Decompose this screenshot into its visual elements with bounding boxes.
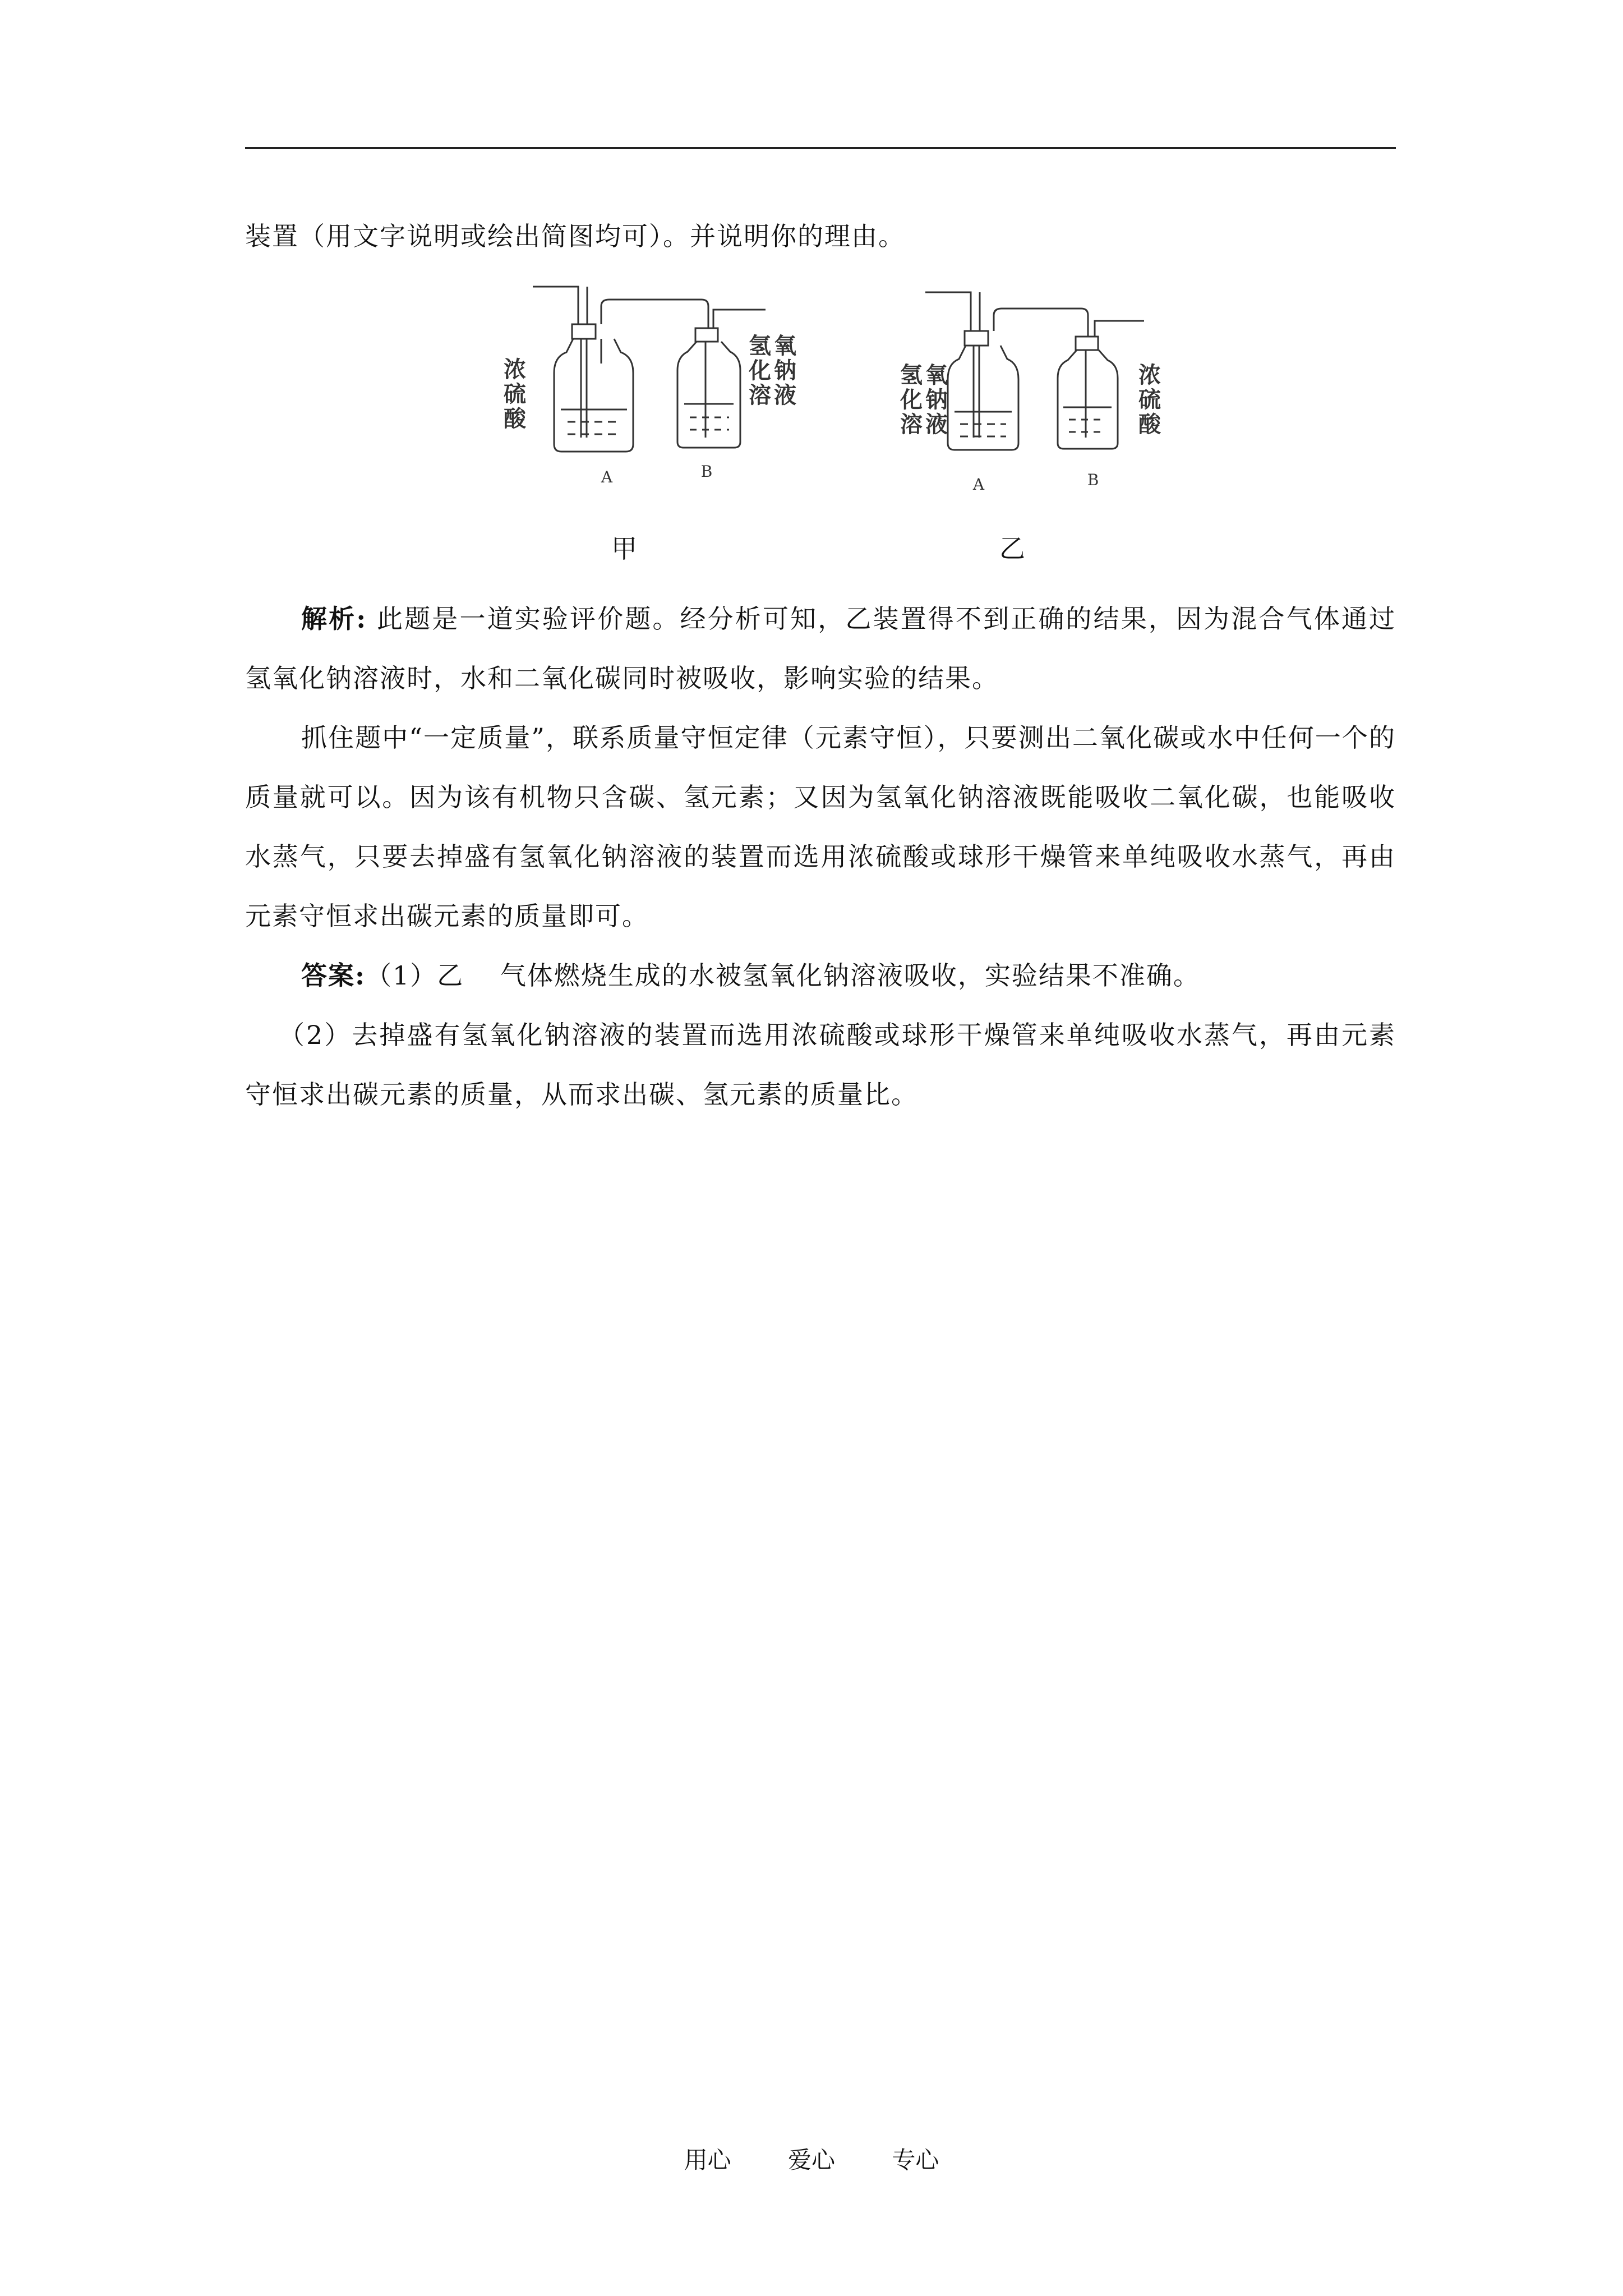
header-rule <box>245 147 1396 149</box>
page-footer <box>0 2148 1623 2172</box>
answer-part-1: （1）乙 气体燃烧生成的水被氢氧化钠溶液吸收，实验结果不准确。 <box>365 960 1200 991</box>
analysis-lead: 解析: <box>301 604 367 634</box>
jia-letter-a: A <box>601 468 613 486</box>
jia-b-label-5: 钠 <box>774 358 796 384</box>
yi-b-label-3: 酸 <box>1138 412 1161 438</box>
yi-connecting-tube <box>994 309 1088 337</box>
jia-a-label-3: 酸 <box>504 406 526 432</box>
footer-item-1: 用心 <box>684 2146 731 2174</box>
yi-inlet-tube <box>925 292 971 331</box>
apparatus-figure <box>482 275 1200 567</box>
yi-letter-a: A <box>972 475 985 494</box>
yi-bottle-a-body <box>948 346 1018 450</box>
yi-a-label-2: 化 <box>900 387 923 413</box>
analysis-paragraph <box>245 589 1396 708</box>
jia-bottle-a-body <box>554 339 633 452</box>
jia-inlet-tube <box>533 287 578 324</box>
jia-bottle-b-stopper <box>695 328 718 342</box>
jia-a-label-1: 浓 <box>504 357 526 383</box>
answer-paragraph <box>245 946 1396 1005</box>
answer-lead: 答案: <box>301 960 366 991</box>
caption-yi: 乙 <box>999 533 1025 564</box>
explanation-paragraph: 抓住题中“一定质量”，联系质量守恒定律（元素守恒），只要测出二氧化碳或水中任何一个的质量就可以。因为该有机物只含碳、氢元素；又因为氢氧化钠溶液既能吸收二氧化碳，也能吸收水蒸气，只要去掉盛有氢氧化钠溶液的装置而选用浓硫酸或球形干燥管来单纯吸收水蒸气，再由元素守恒求出碳元素的质量即可。 <box>245 723 1396 931</box>
footer-item-2: 爱心 <box>787 2146 835 2174</box>
yi-a-label-6: 液 <box>925 412 948 438</box>
footer-item-3: 专心 <box>892 2146 939 2174</box>
yi-bottle-a-stopper <box>965 331 988 346</box>
yi-a-label-3: 溶 <box>900 412 923 438</box>
intro-line: 装置（用文字说明或绘出简图均可）。并说明你的理由。 <box>245 221 905 251</box>
jia-b-label-3: 溶 <box>749 383 771 408</box>
jia-a-label-2: 硫 <box>504 381 526 407</box>
yi-b-label-2: 硫 <box>1138 387 1161 413</box>
yi-bottle-b-body <box>1058 350 1118 449</box>
analysis-text: 此题是一道实验评价题。经分析可知，乙装置得不到正确的结果，因为混合气体通过氢氧化钠溶液时，水和二氧化碳同时被吸收，影响实验的结果。 <box>245 604 1396 693</box>
yi-a-label-4: 氧 <box>925 362 948 388</box>
jia-bottle-a-stopper <box>572 324 596 339</box>
answer-part-2: （2）去掉盛有氢氧化钠溶液的装置而选用浓硫酸或球形干燥管来单纯吸收水蒸气，再由元素守恒求出碳元素的质量，从而求出碳、氢元素的质量比。 <box>245 1020 1396 1110</box>
jia-b-label-6: 液 <box>774 383 796 408</box>
jia-b-label-4: 氧 <box>774 333 796 359</box>
jia-letter-b: B <box>700 462 713 481</box>
jia-connecting-tube <box>601 300 708 328</box>
yi-letter-b: B <box>1087 471 1099 489</box>
yi-bottle-b-outlet <box>1095 321 1144 337</box>
apparatus-diagram <box>482 275 1200 567</box>
yi-bottle-b-stopper <box>1076 337 1098 350</box>
intro-block <box>245 206 1396 266</box>
yi-a-label-1: 氢 <box>900 362 923 388</box>
jia-bottle-b-outlet <box>713 310 766 328</box>
caption-jia: 甲 <box>611 533 637 564</box>
jia-bottle-b-body <box>677 342 740 448</box>
jia-b-label-2: 化 <box>749 358 771 384</box>
yi-a-label-5: 钠 <box>925 387 948 413</box>
body-text <box>245 589 1396 1124</box>
jia-b-label-1: 氢 <box>749 333 771 359</box>
yi-b-label-1: 浓 <box>1138 362 1161 388</box>
